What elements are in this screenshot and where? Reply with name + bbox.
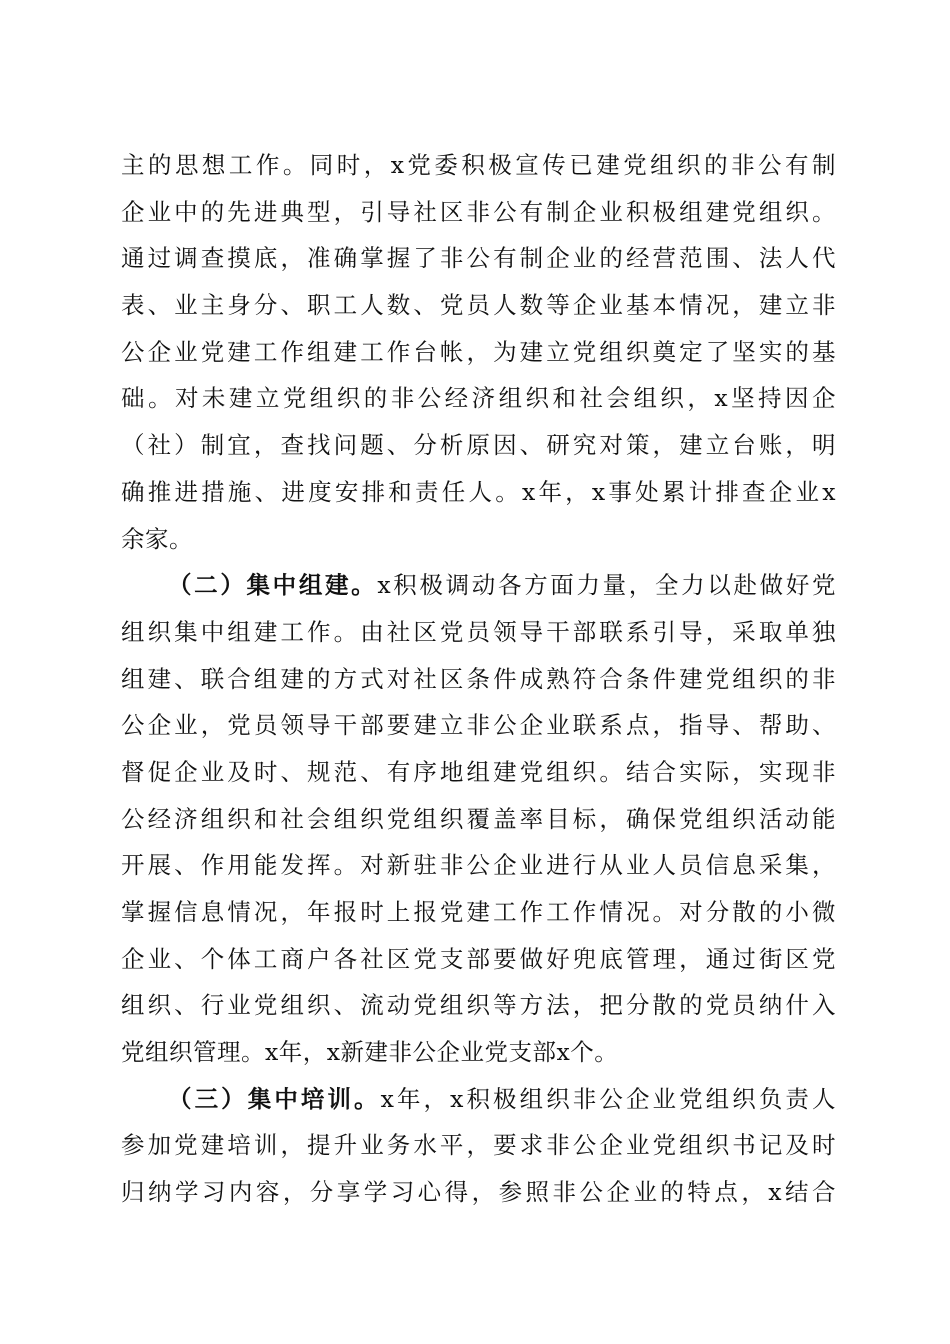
text-line: （社）制宜，查找问题、分析原因、研究对策，建立台账，明 bbox=[121, 431, 836, 460]
text-line: 确推进措施、进度安排和责任人。x年，x事处累计排查企业x bbox=[121, 477, 836, 506]
text-line: 企业、个体工商户各社区党支部要做好兜底管理，通过街区党 bbox=[121, 944, 836, 973]
text-line: 归纳学习内容，分享学习心得，参照非公企业的特点，x结合 bbox=[121, 1178, 836, 1207]
text-line: 组织、行业党组织、流动党组织等方法，把分散的党员纳什入 bbox=[121, 991, 836, 1020]
text-line: 础。对未建立党组织的非公经济组织和社会组织，x坚持因企 bbox=[121, 384, 836, 413]
text-line: 公企业党建工作组建工作台帐，为建立党组织奠定了坚实的基 bbox=[121, 337, 836, 366]
heading-line-text: x积极调动各方面力量，全力以赴做好党 bbox=[377, 571, 836, 600]
paragraph-3 bbox=[121, 1076, 836, 1216]
text-line: 企业中的先进典型，引导社区非公有制企业积极组建党组织。 bbox=[121, 197, 836, 226]
text-line: 通过调查摸底，准确掌握了非公有制企业的经营范围、法人代 bbox=[121, 244, 836, 273]
paragraph-2 bbox=[121, 562, 836, 1076]
text-line: 督促企业及时、规范、有序地组建党组织。结合实际，实现非 bbox=[121, 757, 836, 786]
text-line: 组建、联合组建的方式对社区条件成熟符合条件建党组织的非 bbox=[121, 664, 836, 693]
paragraph-1 bbox=[121, 142, 836, 562]
document-body bbox=[121, 142, 836, 1216]
heading-line-text: x年，x积极组织非公企业党组织负责人 bbox=[380, 1084, 836, 1113]
text-line: 公企业，党员领导干部要建立非公企业联系点，指导、帮助、 bbox=[121, 711, 836, 740]
section-heading-3: （三）集中培训。 bbox=[168, 1084, 381, 1113]
text-line: 掌握信息情况，年报时上报党建工作工作情况。对分散的小微 bbox=[121, 898, 836, 926]
text-line: 公经济组织和社会组织党组织覆盖率目标，确保党组织活动能 bbox=[121, 804, 836, 833]
text-line: 党组织管理。x年，x新建非公企业党支部x个。 bbox=[121, 1038, 619, 1067]
text-line-with-heading bbox=[121, 1076, 836, 1123]
text-line-with-heading bbox=[121, 562, 836, 609]
text-line: 余家。 bbox=[121, 524, 193, 553]
text-line: 组织集中组建工作。由社区党员领导干部联系引导，采取单独 bbox=[121, 617, 836, 646]
text-line: 主的思想工作。同时，x党委积极宣传已建党组织的非公有制 bbox=[121, 151, 836, 179]
text-line: 参加党建培训，提升业务水平，要求非公企业党组织书记及时 bbox=[121, 1131, 836, 1160]
text-line: 开展、作用能发挥。对新驻非公企业进行从业人员信息采集， bbox=[121, 851, 836, 880]
text-line: 表、业主身分、职工人数、党员人数等企业基本情况，建立非 bbox=[121, 291, 836, 320]
section-heading-2: （二）集中组建。 bbox=[168, 571, 378, 600]
